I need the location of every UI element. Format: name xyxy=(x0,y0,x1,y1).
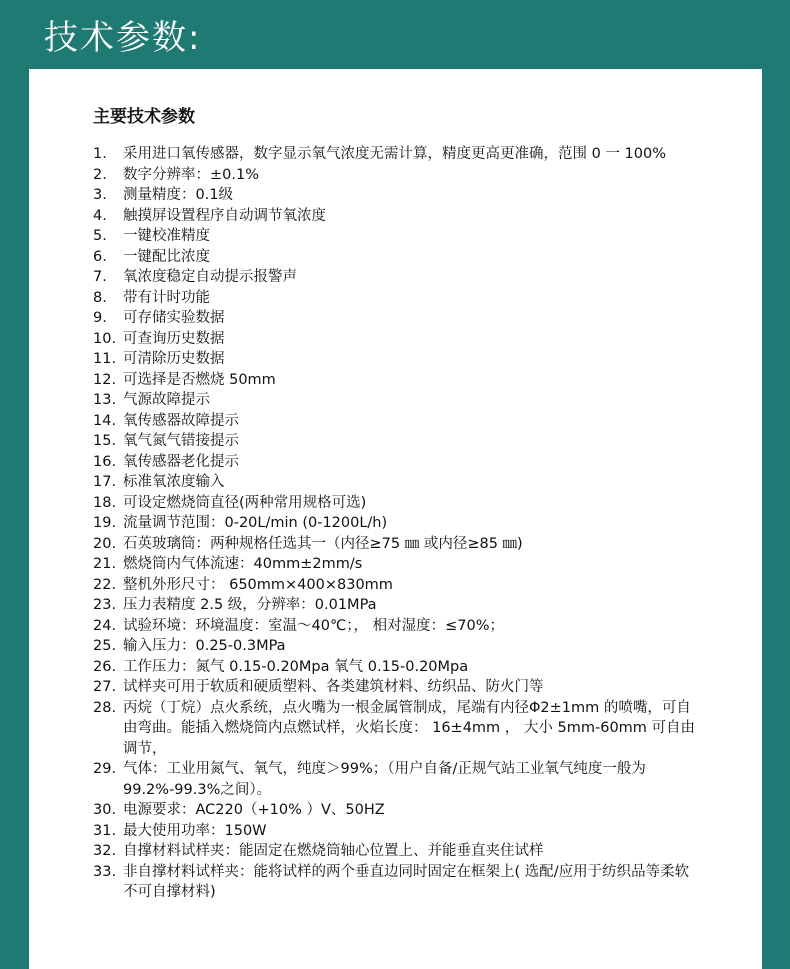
spec-item-text: 非自撑材料试样夹：能将试样的两个垂直边同时固定在框架上( 选配/应用于纺织品等柔软不可自撑材料) xyxy=(123,863,690,900)
spec-item xyxy=(93,841,703,862)
section-title: 主要技术参数 xyxy=(93,107,195,127)
spec-item-number: 32. xyxy=(93,843,117,859)
spec-item xyxy=(93,288,703,309)
spec-item-text: 气体：工业用氮气、氧气，纯度＞99%；（用户自备/正规气站工业氧气纯度一般为 99.2%-99.3%之间）。 xyxy=(123,761,646,798)
spec-item xyxy=(93,267,703,288)
spec-item xyxy=(93,513,703,534)
spec-item xyxy=(93,657,703,678)
spec-item-number: 9. xyxy=(93,310,107,326)
spec-item-number: 31. xyxy=(93,822,117,839)
spec-item-number: 24. xyxy=(93,617,117,634)
spec-item-text: 可清除历史数据 xyxy=(123,351,225,367)
spec-item xyxy=(93,390,703,411)
spec-item xyxy=(93,308,703,329)
spec-item-text: 压力表精度 2.5 级，分辨率：0.01MPa xyxy=(123,597,377,613)
spec-item-number: 16. xyxy=(93,453,117,470)
spec-item-number: 7. xyxy=(93,269,107,285)
spec-item-number: 20. xyxy=(93,535,117,552)
spec-card xyxy=(29,69,762,969)
spec-item-text: 工作压力：氮气 0.15-0.20Mpa 氧气 0.15-0.20Mpa xyxy=(123,658,469,675)
spec-item-text: 可查询历史数据 xyxy=(123,330,225,347)
spec-item-number: 21. xyxy=(93,556,117,572)
spec-item-text: 试样夹可用于软质和硬质塑料、各类建筑材料、纺织品、防火门等 xyxy=(123,679,544,695)
spec-item-text: 氧传感器老化提示 xyxy=(123,453,239,470)
spec-item xyxy=(93,575,703,596)
spec-item xyxy=(93,144,703,165)
spec-item xyxy=(93,349,703,370)
spec-item-text: 流量调节范围：0-20L/min (0-1200L/h) xyxy=(123,515,388,531)
spec-item xyxy=(93,206,703,227)
spec-item xyxy=(93,595,703,616)
spec-item-text: 整机外形尺寸： 650mm×400×830mm xyxy=(123,576,393,593)
spec-item-text: 数字分辨率：±0.1% xyxy=(123,166,259,183)
spec-item-text: 可存储实验数据 xyxy=(123,310,225,326)
spec-item xyxy=(93,698,703,760)
spec-item-text: 一键校准精度 xyxy=(123,228,210,244)
spec-item-number: 12. xyxy=(93,371,117,388)
spec-item-number: 14. xyxy=(93,412,117,429)
spec-item xyxy=(93,862,703,903)
spec-item-text: 带有计时功能 xyxy=(123,289,210,306)
spec-item-number: 1. xyxy=(93,146,107,162)
spec-item-text: 最大使用功率：150W xyxy=(123,822,267,839)
spec-list xyxy=(93,144,703,903)
spec-item-text: 触摸屏设置程序自动调节氧浓度 xyxy=(123,207,326,224)
spec-item-text: 一键配比浓度 xyxy=(123,248,210,265)
spec-item xyxy=(93,431,703,452)
spec-item-text: 氧传感器故障提示 xyxy=(123,412,239,429)
spec-item-text: 测量精度：0.1级 xyxy=(123,187,234,203)
spec-item-number: 30. xyxy=(93,802,117,818)
spec-item-number: 6. xyxy=(93,248,107,265)
spec-item xyxy=(93,554,703,575)
spec-item-text: 燃烧筒内气体流速：40mm±2mm/s xyxy=(123,556,363,572)
spec-item-number: 26. xyxy=(93,658,117,675)
spec-item-number: 4. xyxy=(93,207,107,224)
page-title: 技术参数: xyxy=(44,18,202,58)
spec-item xyxy=(93,534,703,555)
spec-item-number: 29. xyxy=(93,761,117,777)
spec-item xyxy=(93,185,703,206)
spec-item-text: 可设定燃烧筒直径(两种常用规格可选) xyxy=(123,494,367,511)
spec-item xyxy=(93,759,703,800)
spec-item xyxy=(93,493,703,514)
spec-item-text: 标准氧浓度输入 xyxy=(123,474,225,490)
spec-item-text: 输入压力：0.25-0.3MPa xyxy=(123,638,286,654)
spec-item-text: 试验环境：环境温度：室温～40℃；， 相对湿度：≤70%； xyxy=(123,617,504,634)
spec-item xyxy=(93,677,703,698)
spec-item-number: 19. xyxy=(93,515,117,531)
spec-item xyxy=(93,616,703,637)
spec-item-number: 33. xyxy=(93,863,117,880)
spec-item-number: 17. xyxy=(93,474,117,490)
spec-item xyxy=(93,370,703,391)
spec-item-text: 电源要求：AC220（+10% ）V、50HZ xyxy=(123,802,385,818)
spec-item-text: 石英玻璃筒：两种规格任选其一（内径≥75 ㎜ 或内径≥85 ㎜) xyxy=(123,535,523,552)
spec-item-number: 27. xyxy=(93,679,117,695)
spec-item-text: 自撑材料试样夹：能固定在燃烧筒轴心位置上、并能垂直夹住试样 xyxy=(123,843,544,859)
spec-item-text: 气源故障提示 xyxy=(123,392,210,408)
spec-item-number: 25. xyxy=(93,638,117,654)
spec-item-number: 11. xyxy=(93,351,117,367)
spec-item-number: 18. xyxy=(93,494,117,511)
spec-item-number: 3. xyxy=(93,187,107,203)
spec-item xyxy=(93,411,703,432)
spec-item xyxy=(93,226,703,247)
spec-item-number: 10. xyxy=(93,330,117,347)
spec-item-number: 2. xyxy=(93,166,107,183)
spec-item xyxy=(93,800,703,821)
spec-item-text: 采用进口氧传感器，数字显示氧气浓度无需计算，精度更高更准确，范围 0 一 100% xyxy=(123,146,667,162)
spec-item-text: 丙烷（丁烷）点火系统，点火嘴为一根金属管制成，尾端有内径Φ2±1mm 的喷嘴，可自由弯曲。能插入燃烧筒内点燃试样，火焰长度： 16±4mm ， 大小 5mm-60mm 可自由调节， xyxy=(123,699,696,757)
spec-item xyxy=(93,636,703,657)
spec-item-text: 氧气氮气错接提示 xyxy=(123,433,239,449)
spec-item xyxy=(93,329,703,350)
spec-item-number: 15. xyxy=(93,433,117,449)
spec-item-number: 28. xyxy=(93,699,117,716)
spec-item xyxy=(93,452,703,473)
spec-item-number: 5. xyxy=(93,228,107,244)
spec-item xyxy=(93,472,703,493)
spec-item xyxy=(93,247,703,268)
spec-item-number: 13. xyxy=(93,392,117,408)
spec-item-number: 23. xyxy=(93,597,117,613)
spec-item xyxy=(93,165,703,186)
spec-item-text: 氧浓度稳定自动提示报警声 xyxy=(123,269,297,285)
spec-item xyxy=(93,821,703,842)
spec-item-number: 22. xyxy=(93,576,117,593)
spec-item-text: 可选择是否燃烧 50mm xyxy=(123,371,276,388)
spec-item-number: 8. xyxy=(93,289,107,306)
